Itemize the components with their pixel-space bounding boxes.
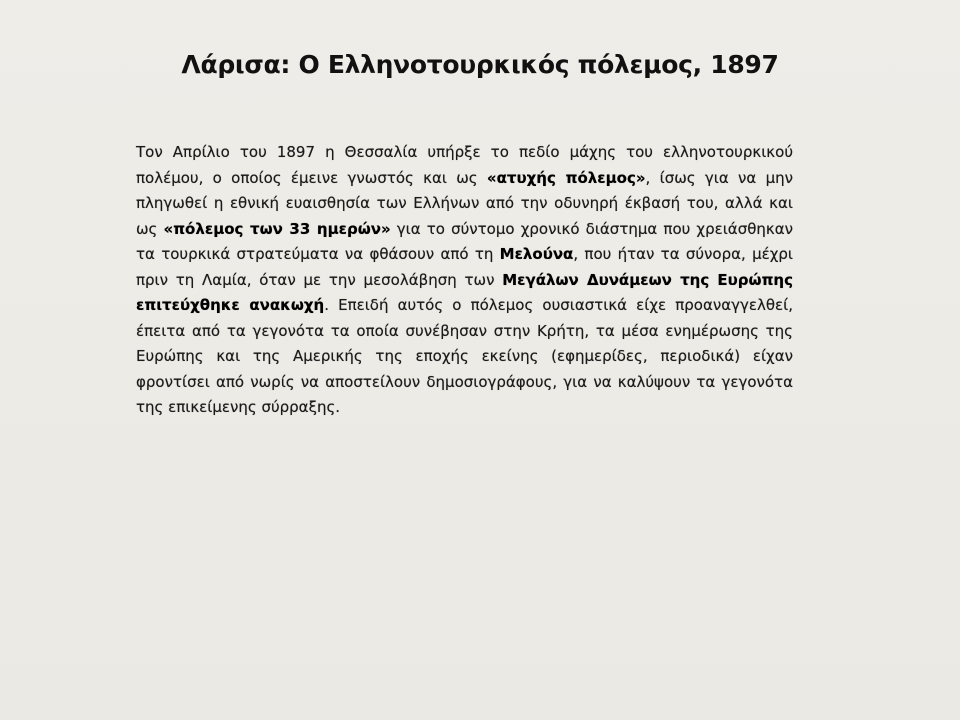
text-run-bold: Μεγάλων Δυνάμεων της Ευρώπης επιτεύχθηκε ανακωχή bbox=[136, 270, 793, 314]
text-run-bold: «πόλεμος των 33 ημερών» bbox=[163, 219, 391, 238]
text-run: , που ήταν τα σύνορα, μέχρι πριν τη Λαμία, όταν με την μεσολάβηση των bbox=[136, 245, 793, 289]
slide-title: Λάρισα: Ο Ελληνοτουρκικός πόλεμος, 1897 bbox=[181, 50, 779, 79]
text-run: , ίσως για να μην πληγωθεί η εθνική ευαισθησία των Ελλήνων από την οδυνηρή έκβασή του, αλλά και ως bbox=[136, 168, 793, 238]
text-run-bold: «ατυχής πόλεμος» bbox=[486, 168, 646, 187]
text-run: . Επειδή αυτός ο πόλεμος ουσιαστικά είχε προαναγγελθεί, έπειτα από τα γεγονότα τα οποία συνέβησαν στην Κρήτη, τα μέσα ενημέρωσης της Ευρώπης και της Αμερικής της εποχής εκείνης (εφημερίδες, περιοδικά) είχαν φροντίσει από νωρίς να αποστείλουν δημοσιογράφους, για να καλύψουν τα γεγονότα της επικείμενης σύρραξης. bbox=[136, 296, 793, 416]
text-run: Τον Απρίλιο του 1897 η Θεσσαλία υπήρξε το πεδίο μάχης του ελληνοτουρκικού πολέμου, ο οποίος έμεινε γνωστός και ως bbox=[136, 143, 793, 187]
text-run: για το σύντομο χρονικό διάστημα που χρειάσθηκαν τα τουρκικά στρατεύματα να φθάσουν από τη bbox=[136, 219, 793, 263]
text-run-bold: Μελούνα bbox=[499, 245, 574, 263]
slide-body-paragraph bbox=[136, 140, 793, 421]
